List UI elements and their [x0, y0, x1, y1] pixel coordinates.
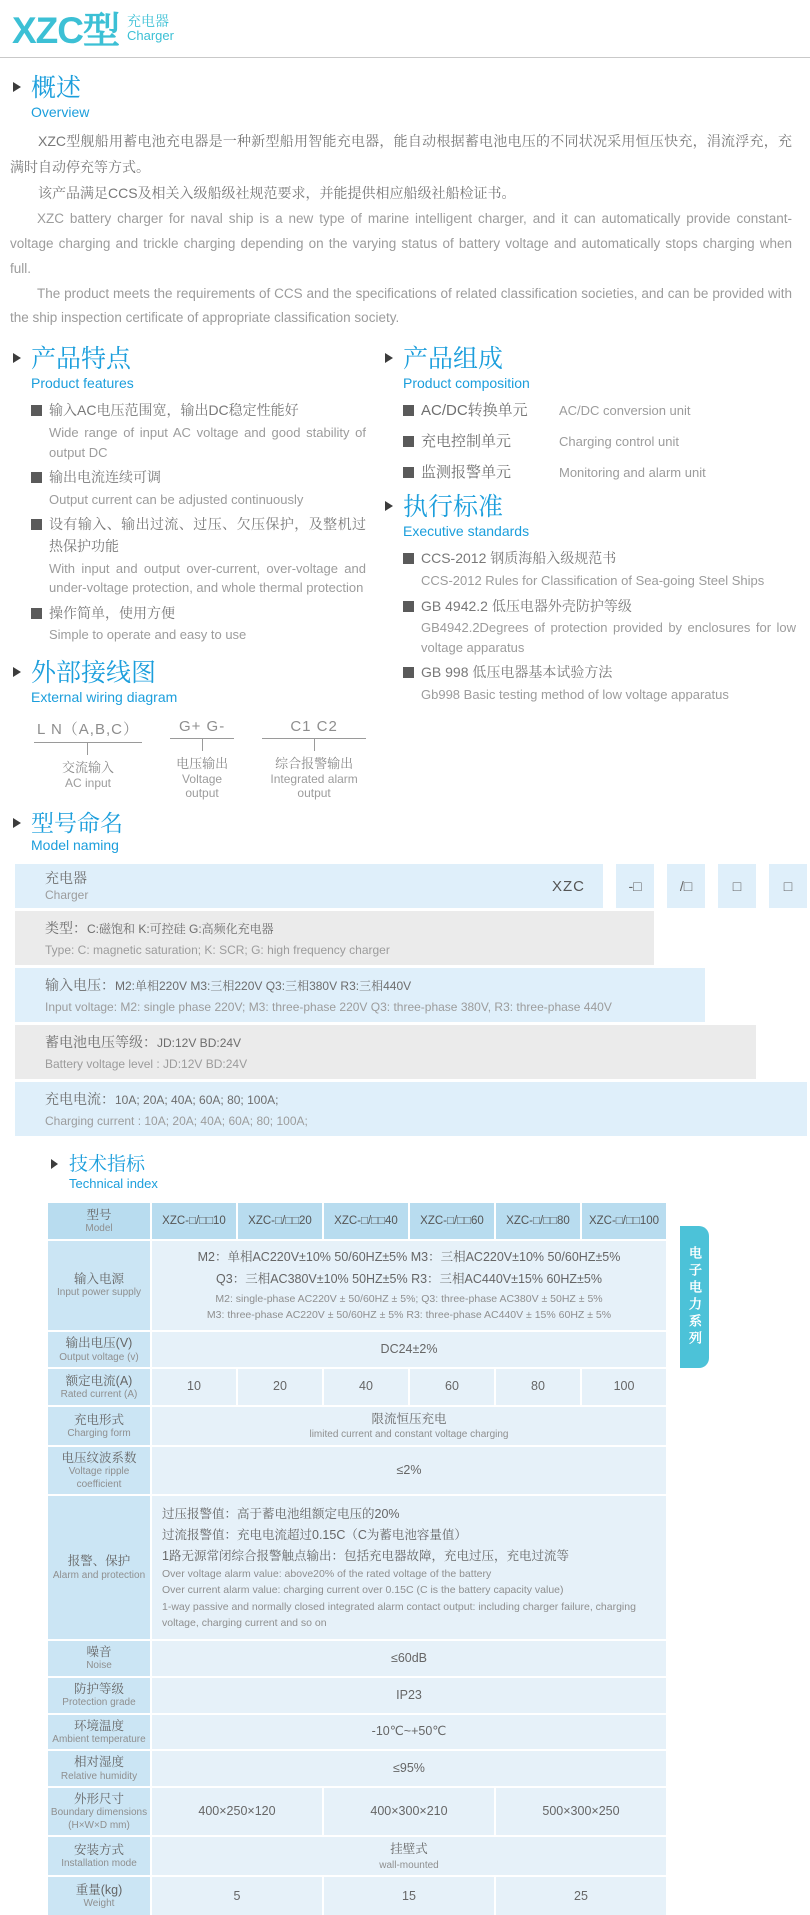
- section-arrow-icon: [13, 353, 21, 363]
- feature-cn: 操作简单，使用方便: [49, 604, 175, 621]
- terminal-label-en: Integrated alarm output: [270, 771, 358, 800]
- wiring-heading: [10, 659, 366, 706]
- naming-row-detail: C:磁饱和 K:可控硅 G:高频化充电器: [87, 922, 274, 937]
- feature-en: Output current can be adjusted continuously: [49, 491, 304, 507]
- section-overview: [10, 74, 810, 331]
- features-title-cn: 产品特点: [31, 345, 132, 374]
- cell-dimensions: 400×300×210: [324, 1788, 494, 1835]
- section-standards: [382, 493, 796, 704]
- technical-title-en: Technical index: [69, 1176, 158, 1192]
- naming-row-label: 类型：: [45, 920, 87, 937]
- product-name-cn: 充电器: [127, 13, 169, 29]
- cell-humidity: ≤95%: [152, 1751, 666, 1786]
- feature-en: Wide range of input AC voltage and good stability of output DC: [49, 425, 366, 460]
- naming-row-en: Type: C: magnetic saturation; K: SCR; G: high frequency charger: [45, 943, 390, 958]
- composition-cn: 监测报警单元: [421, 464, 512, 482]
- bullet-square-icon: [31, 608, 42, 619]
- section-arrow-icon: [13, 818, 21, 828]
- standard-item: [403, 662, 796, 704]
- row-label-ripple: 电压纹波系数 Voltage ripple coefficient: [48, 1447, 150, 1494]
- composition-item: [403, 462, 796, 483]
- naming-title-en: Model naming: [31, 837, 119, 854]
- features-list: [31, 400, 366, 644]
- terminal-label-cn: 综合报警输出: [275, 755, 354, 771]
- section-arrow-icon: [385, 353, 393, 363]
- naming-product-cn: 充电器: [45, 870, 87, 887]
- naming-row-charging-current: [15, 1082, 807, 1136]
- bullet-square-icon: [31, 405, 42, 416]
- feature-item: [31, 603, 366, 645]
- cell-rated-current: 10: [152, 1369, 236, 1405]
- standard-cn: GB 998 低压电器基本试验方法: [421, 664, 613, 681]
- section-arrow-icon: [51, 1159, 58, 1169]
- section-technical: [48, 1154, 810, 1915]
- feature-cn: 输入AC电压范围宽，输出DC稳定性能好: [49, 402, 299, 419]
- standard-cn: GB 4942.2 低压电器外壳防护等级: [421, 597, 632, 614]
- composition-en: Monitoring and alarm unit: [559, 464, 706, 480]
- terminal-lead-line: [202, 739, 203, 751]
- wiring-terminal-alarm: [262, 718, 366, 800]
- bullet-square-icon: [403, 601, 414, 612]
- table-header-model: XZC-□/□□10: [152, 1203, 236, 1239]
- overview-title-cn: 概述: [31, 74, 82, 102]
- standards-title-cn: 执行标准: [403, 493, 504, 522]
- cell-rated-current: 80: [496, 1369, 580, 1405]
- row-label-protection: 防护等级 Protection grade: [48, 1678, 150, 1713]
- cell-rated-current: 60: [410, 1369, 494, 1405]
- naming-product-cell: [15, 864, 603, 908]
- cell-input-power: M2：单相AC220V±10% 50/60HZ±5% M3：三相AC220V±10% 50/60HZ±5% Q3：三相AC380V±10% 50HZ±5% R3：三相AC440V±15% 60HZ±5% M2: single-phase AC220V ± 50/60HZ ± 5%; Q3: three-phase AC380V ± 50HZ ± 5% M3: three-phase AC220V ± 50/60HZ ± 5% R3: three-phase AC440V ± 15% 60HZ ± 5%: [152, 1241, 666, 1330]
- overview-paragraph-cn: XZC型舰船用蓄电池充电器是一种新型船用智能充电器，能自动根据蓄电池电压的不同状况采用恒压快充，涓流浮充，充满时自动停充等方式。: [10, 132, 792, 175]
- row-label-humidity: 相对湿度 Relative humidity: [48, 1751, 150, 1786]
- cell-ripple: ≤2%: [152, 1447, 666, 1494]
- wiring-title-en: External wiring diagram: [31, 688, 178, 705]
- naming-row-en: Battery voltage level : JD:12V BD:24V: [45, 1057, 248, 1072]
- technical-table: [48, 1203, 668, 1915]
- cell-rated-current: 100: [582, 1369, 666, 1405]
- naming-symbol-box: /□: [667, 864, 705, 908]
- table-header-model: XZC-□/□□80: [496, 1203, 580, 1239]
- left-column: [10, 345, 366, 799]
- features-title-en: Product features: [31, 375, 134, 392]
- technical-title-cn: 技术指标: [69, 1154, 146, 1176]
- cell-noise: ≤60dB: [152, 1641, 666, 1676]
- standard-item: [403, 548, 796, 590]
- terminal-label-cn: 交流输入: [61, 759, 114, 775]
- row-label-input-power: 输入电源 Input power supply: [48, 1241, 150, 1330]
- overview-heading: [10, 74, 810, 121]
- row-label-alarm: 报警、保护 Alarm and protection: [48, 1496, 150, 1639]
- naming-model-code: XZC: [552, 877, 585, 895]
- product-subtitle: [127, 13, 174, 44]
- section-arrow-icon: [385, 501, 393, 511]
- table-header-model-label: 型号 Model: [48, 1203, 150, 1239]
- terminal-pins: C1 C2: [262, 718, 366, 739]
- feature-item: [31, 514, 366, 597]
- header-divider: [0, 57, 810, 58]
- naming-symbol-box: □: [718, 864, 756, 908]
- bullet-square-icon: [403, 436, 414, 447]
- bullet-square-icon: [403, 405, 414, 416]
- cell-output-voltage: DC24±2%: [152, 1332, 666, 1367]
- cell-protection: IP23: [152, 1678, 666, 1713]
- composition-en: Charging control unit: [559, 433, 679, 449]
- wiring-terminal-ac: [34, 718, 142, 800]
- standard-item: [403, 596, 796, 658]
- bullet-square-icon: [31, 472, 42, 483]
- row-label-rated-current: 额定电流(A) Rated current (A): [48, 1369, 150, 1405]
- feature-cn: 输出电流连续可调: [49, 469, 161, 486]
- cell-alarm: 过压报警值：高于蓄电池组额定电压的20% 过流报警值：充电电流超过0.15C（C为蓄电池容量值） 1路无源常闭综合报警触点输出：包括充电器故障，充电过压，充电过流等 Over voltage alarm value: above20% of the rated voltage of the battery Over current alarm value: charging current over 0.15C (C is the battery capacity value) 1-way passive and normally closed integrated alarm contact output: including charger failure, charging voltage, charging current and so on: [152, 1496, 666, 1639]
- row-label-dimensions: 外形尺寸 Boundary dimensions (H×W×D mm): [48, 1788, 150, 1835]
- naming-row-label: 充电电流：: [45, 1091, 115, 1108]
- cell-installation: 挂壁式 wall-mounted: [152, 1837, 666, 1875]
- standard-en: GB4942.2Degrees of protection provided by enclosures for low voltage apparatus: [421, 620, 796, 655]
- feature-en: With input and output over-current, over-voltage and under-voltage protection, and whole thermal protection: [49, 560, 366, 596]
- series-side-tab: 电子电力系列: [680, 1226, 709, 1368]
- composition-title-en: Product composition: [403, 375, 530, 392]
- naming-product-en: Charger: [45, 887, 89, 902]
- section-arrow-icon: [13, 82, 21, 92]
- cell-weight: 15: [324, 1877, 494, 1915]
- cell-weight: 25: [496, 1877, 666, 1915]
- composition-en: AC/DC conversion unit: [559, 402, 691, 418]
- section-naming: [10, 810, 810, 1136]
- row-label-ambient: 环境温度 Ambient temperature: [48, 1715, 150, 1750]
- page-header: [0, 0, 810, 49]
- terminal-lead-line: [314, 739, 315, 751]
- naming-row-detail: 10A; 20A; 40A; 60A; 80; 100A;: [115, 1093, 279, 1108]
- row-label-weight: 重量(kg) Weight: [48, 1877, 150, 1915]
- row-label-charging-form: 充电形式 Charging form: [48, 1407, 150, 1445]
- section-composition: [382, 345, 796, 483]
- composition-list: [403, 400, 796, 483]
- standards-list: [403, 548, 796, 704]
- two-column-area: [10, 345, 810, 799]
- naming-row-battery-level: [15, 1025, 756, 1079]
- standards-heading: [382, 493, 796, 540]
- overview-title-en: Overview: [31, 103, 90, 120]
- naming-title-cn: 型号命名: [31, 809, 123, 836]
- product-name-en: Charger: [127, 28, 174, 44]
- cell-weight: 5: [152, 1877, 322, 1915]
- terminal-label-cn: 电压输出: [176, 755, 229, 771]
- composition-heading: [382, 345, 796, 392]
- bullet-square-icon: [403, 467, 414, 478]
- cell-ambient: -10℃~+50℃: [152, 1715, 666, 1750]
- naming-row-label: 蓄电池电压等级：: [45, 1034, 157, 1051]
- wiring-diagram: [34, 718, 366, 800]
- right-column: [382, 345, 796, 799]
- composition-cn: 充电控制单元: [421, 433, 512, 451]
- cell-dimensions: 500×300×250: [496, 1788, 666, 1835]
- naming-symbol-box: -□: [616, 864, 654, 908]
- naming-symbol-box: □: [769, 864, 807, 908]
- overview-paragraph-en: XZC battery charger for naval ship is a new type of marine intelligent charger, and it can automatically provide constant-voltage charging and trickle charging depending on the varying status of battery voltage and automatically stops charging when full.: [10, 210, 792, 276]
- composition-title-cn: 产品组成: [403, 345, 504, 374]
- row-label-output-voltage: 输出电压(V) Output voltage (v): [48, 1332, 150, 1367]
- naming-row-type: [15, 911, 654, 965]
- terminal-label-en: AC input: [64, 775, 111, 790]
- cell-rated-current: 40: [324, 1369, 408, 1405]
- cell-rated-current: 20: [238, 1369, 322, 1405]
- naming-row-en: Charging current : 10A; 20A; 40A; 60A; 80; 100A;: [45, 1114, 308, 1129]
- bullet-square-icon: [31, 519, 42, 530]
- terminal-lead-line: [87, 743, 88, 755]
- wiring-terminal-voltage: [170, 718, 234, 800]
- section-features: [10, 345, 366, 644]
- table-header-model: XZC-□/□□100: [582, 1203, 666, 1239]
- terminal-pins: L N（A,B,C）: [34, 718, 142, 743]
- terminal-pins: G+ G-: [170, 718, 234, 739]
- naming-heading: [10, 810, 810, 855]
- feature-cn: 设有输入、输出过流、过压、欠压保护，及整机过热保护功能: [49, 516, 366, 554]
- naming-row-label: 输入电压：: [45, 977, 115, 994]
- row-label-installation: 安装方式 Installation mode: [48, 1837, 150, 1875]
- technical-heading: [48, 1154, 810, 1193]
- table-header-model: XZC-□/□□40: [324, 1203, 408, 1239]
- section-wiring: [10, 659, 366, 800]
- section-arrow-icon: [13, 667, 21, 677]
- bullet-square-icon: [403, 667, 414, 678]
- naming-row-input-voltage: [15, 968, 705, 1022]
- model-naming-table: [15, 864, 807, 1136]
- feature-item: [31, 467, 366, 509]
- standards-title-en: Executive standards: [403, 523, 530, 540]
- page-title: XZC型: [12, 10, 119, 51]
- standard-en: Gb998 Basic testing method of low voltage apparatus: [421, 686, 729, 702]
- feature-en: Simple to operate and easy to use: [49, 627, 247, 643]
- cell-charging-form: 限流恒压充电 limited current and constant voltage charging: [152, 1407, 666, 1445]
- row-label-noise: 噪音 Noise: [48, 1641, 150, 1676]
- overview-paragraph-cn: 该产品满足CCS及相关入级船级社规范要求，并能提供相应船级社船检证书。: [38, 184, 516, 201]
- cell-dimensions: 400×250×120: [152, 1788, 322, 1835]
- standard-cn: CCS-2012 钢质海船入级规范书: [421, 550, 617, 567]
- naming-row-detail: M2:单相220V M3:三相220V Q3:三相380V R3:三相440V: [115, 979, 412, 994]
- wiring-title-cn: 外部接线图: [31, 658, 157, 687]
- terminal-label-en: Voltage output: [182, 771, 223, 800]
- overview-paragraph-en: The product meets the requirements of CCS and the specifications of related classification societies, and can be provided with the ship inspection certificate of appropriate classification society.: [10, 285, 792, 326]
- composition-item: [403, 400, 796, 421]
- naming-row-detail: JD:12V BD:24V: [157, 1036, 242, 1051]
- table-header-model: XZC-□/□□60: [410, 1203, 494, 1239]
- table-header-model: XZC-□/□□20: [238, 1203, 322, 1239]
- features-heading: [10, 345, 366, 392]
- bullet-square-icon: [403, 553, 414, 564]
- feature-item: [31, 400, 366, 462]
- naming-product-row: [15, 864, 807, 908]
- composition-cn: AC/DC转换单元: [421, 402, 528, 420]
- composition-item: [403, 431, 796, 452]
- standard-en: CCS-2012 Rules for Classification of Sea-going Steel Ships: [421, 573, 765, 589]
- naming-row-en: Input voltage: M2: single phase 220V; M3: three-phase 220V Q3: three-phase 380V, R3: three-phase 440V: [45, 1000, 612, 1015]
